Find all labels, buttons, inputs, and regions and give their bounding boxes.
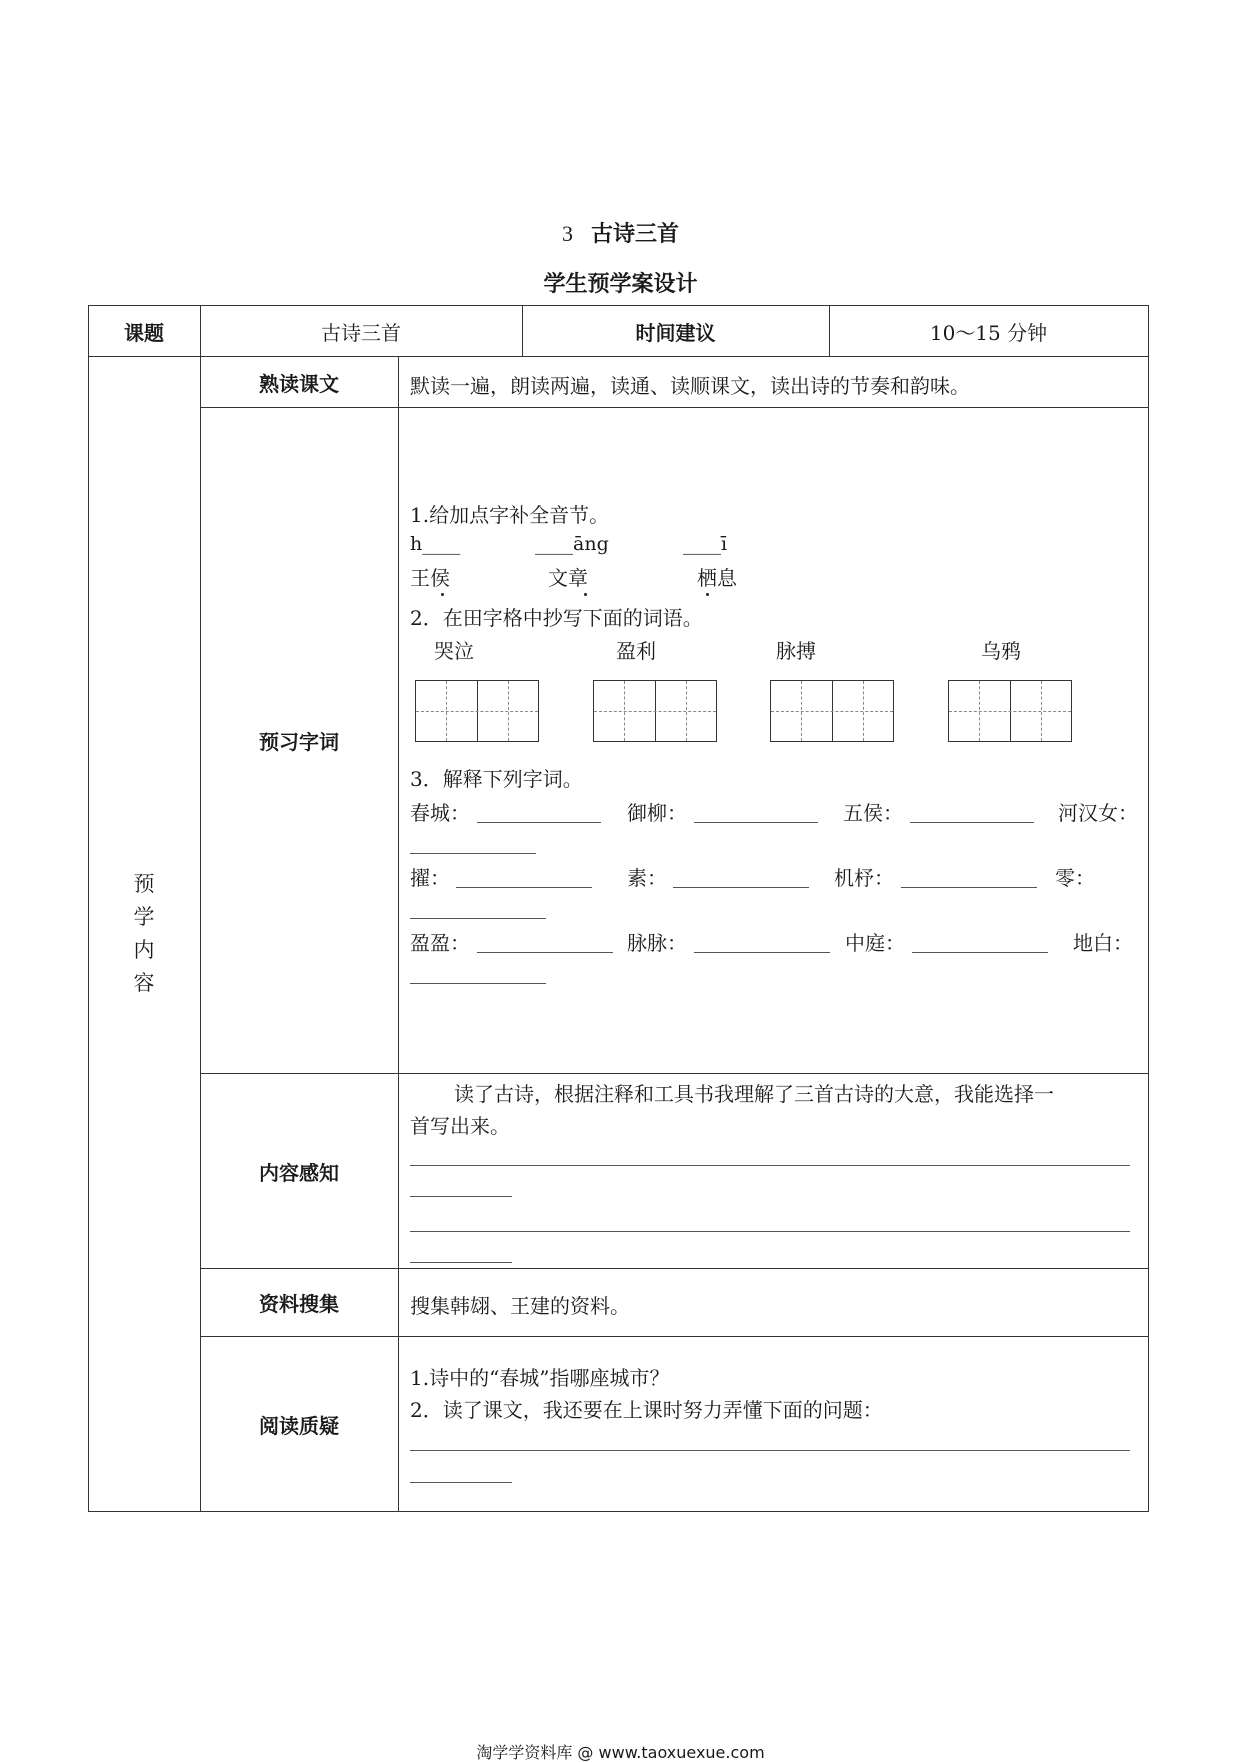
answer-blank[interactable] [694,822,818,823]
pinyin-blank-2[interactable]: ____āng [535,533,609,555]
question-2: 2．读了课文，我还要在上课时努力弄懂下面的问题： [410,1398,883,1422]
term-zhongting: 中庭： [845,931,905,955]
materials-text: 搜集韩翃、王建的资料。 [410,1294,630,1318]
term-ling: 零： [1055,866,1095,890]
term-su: 素： [627,866,667,890]
copy-word-2: 盈利 [616,639,656,663]
writing-line[interactable] [410,1196,512,1197]
term-zhuo: 擢： [410,866,450,890]
emphasis-dot [706,593,709,596]
topic-label: 课题 [124,320,164,345]
writing-line[interactable] [410,1231,1130,1232]
emphasis-dot [584,593,587,596]
copy-word-1: 哭泣 [434,639,474,663]
time-value: 10～15 分钟 [929,320,1048,345]
page-title [0,217,1241,248]
term-chuncheng: 春城： [410,801,470,825]
characters-label: 预习字词 [259,730,339,754]
materials-label: 资料搜集 [259,1292,339,1316]
lesson-title: 古诗三首 [590,222,679,247]
answer-blank[interactable] [673,887,809,888]
q3-title: 3．解释下列字词。 [410,767,583,791]
answer-blank[interactable] [477,952,613,953]
tianzige-grid-1[interactable] [415,680,539,742]
reading-label: 熟读课文 [259,371,339,396]
pinyin-blank-3[interactable]: ____ī [683,533,728,555]
answer-blank[interactable] [410,983,546,984]
word-wanghou: 王侯 [410,566,450,590]
term-dibai: 地白： [1073,931,1133,955]
term-yingying: 盈盈： [410,931,470,955]
time-label: 时间建议 [635,320,716,345]
tianzige-grid-2[interactable] [593,680,717,742]
answer-blank[interactable] [410,853,536,854]
content-text-line2: 首写出来。 [410,1114,510,1138]
q1-title: 1.给加点字补全音节。 [410,503,610,527]
pinyin-blank-1[interactable]: h____ [410,533,461,555]
writing-line[interactable] [410,1482,512,1483]
tianzige-grid-4[interactable] [948,680,1072,742]
topic-value: 古诗三首 [321,320,401,345]
tianzige-grid-3[interactable] [770,680,894,742]
word-qixi: 栖息 [697,566,737,590]
content-text-line1: 读了古诗，根据注释和工具书我理解了三首古诗的大意，我能选择一 [454,1082,1054,1106]
term-momo: 脉脉： [627,931,687,955]
copy-word-3: 脉搏 [776,639,816,663]
word-wenzhang: 文章 [548,566,588,590]
q2-title: 2．在田字格中抄写下面的词语。 [410,606,703,630]
page-footer: 淘学学资料库 @ www.taoxuexue.com [476,1743,765,1762]
content-label: 内容感知 [259,1160,339,1185]
answer-blank[interactable] [477,822,601,823]
writing-line[interactable] [410,1262,512,1263]
answer-blank[interactable] [694,952,830,953]
answer-blank[interactable] [910,822,1034,823]
reading-text: 默读一遍，朗读两遍，读通、读顺课文，读出诗的节奏和韵味。 [410,374,970,398]
answer-blank[interactable] [410,918,546,919]
term-hehannv: 河汉女： [1058,801,1138,825]
term-jizhu: 机杼： [834,866,894,890]
page-subtitle: 学生预学案设计 [543,272,698,297]
term-yuliu: 御柳： [627,801,687,825]
writing-line[interactable] [410,1165,1130,1166]
writing-line[interactable] [410,1450,1130,1451]
lesson-number: 3 [561,221,573,246]
copy-word-4: 乌鸦 [981,639,1021,663]
section-label: 预学内容 [133,872,155,995]
answer-blank[interactable] [456,887,592,888]
answer-blank[interactable] [912,952,1048,953]
question-1: 1.诗中的“春城”指哪座城市？ [410,1366,670,1390]
answer-blank[interactable] [901,887,1037,888]
emphasis-dot [441,593,444,596]
term-wuhou: 五侯： [843,801,903,825]
questions-label: 阅读质疑 [259,1413,339,1438]
